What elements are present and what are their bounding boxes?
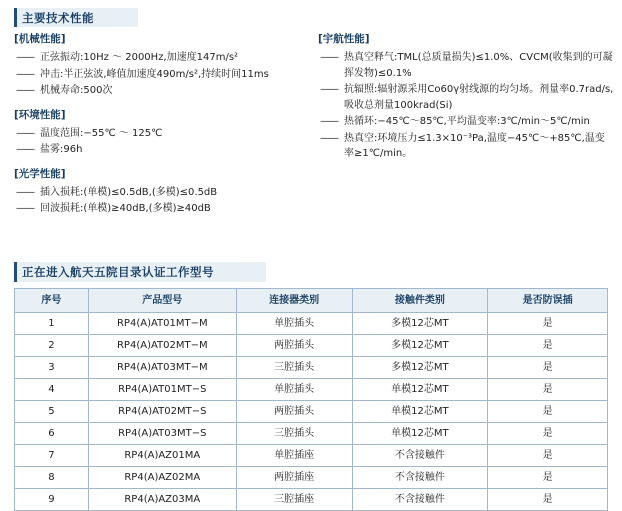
- list-item-text: 机械寿命:500次: [40, 85, 113, 96]
- list-item-text: 热真空:环境压力≤1.3×10⁻³Pa,温度−45℃～+85℃,温变率≥1℃/min。: [344, 132, 605, 159]
- table-cell: 单腔插头: [236, 379, 352, 401]
- group-mechanical-heading: [机械性能]: [14, 33, 66, 45]
- model-table: [14, 288, 608, 511]
- table-cell: 是: [488, 423, 608, 445]
- group-mechanical: [14, 32, 314, 99]
- dash-marker: ——: [16, 144, 34, 155]
- table-cell: 两腔插座: [236, 467, 352, 489]
- table-cell: 是: [488, 313, 608, 335]
- table-cell: 三腔插头: [236, 357, 352, 379]
- table-cell: 2: [15, 335, 89, 357]
- list-item: [14, 201, 314, 217]
- table-cell: 3: [15, 357, 89, 379]
- dash-marker: ——: [16, 52, 34, 63]
- table-cell: 三腔插座: [236, 489, 352, 511]
- table-cell: 1: [15, 313, 89, 335]
- table-row: [15, 423, 608, 445]
- section-title-technical-performance: [14, 8, 138, 27]
- table-row: [15, 401, 608, 423]
- list-item-text: 插入损耗:(单模)≤0.5dB,(多模)≤0.5dB: [40, 186, 218, 198]
- list-item: [14, 126, 314, 142]
- table-cell: RP4(A)AZ03MA: [88, 489, 236, 511]
- table-header-row: [15, 289, 608, 313]
- group-environmental: [14, 108, 314, 158]
- table-cell: 是: [488, 467, 608, 489]
- right-column: [318, 32, 614, 171]
- table-row: [15, 357, 608, 379]
- table-cell: 不含接触件: [352, 489, 488, 511]
- list-item: [318, 82, 614, 113]
- list-item: [14, 185, 314, 201]
- dash-marker: ——: [320, 132, 338, 144]
- dash-marker: ——: [16, 85, 34, 96]
- table-cell: 单模12芯MT: [352, 423, 488, 445]
- list-item: [318, 131, 614, 162]
- dash-marker: ——: [16, 203, 34, 214]
- group-aerospace-heading: [宇航性能]: [318, 33, 370, 45]
- table-cell: 多模12芯MT: [352, 357, 488, 379]
- table-cell: RP4(A)AT01MT−S: [88, 379, 236, 401]
- table-cell: 是: [488, 401, 608, 423]
- group-optical-list: [14, 185, 314, 217]
- table-cell: RP4(A)AT03MT−M: [88, 357, 236, 379]
- table-cell: 两腔插头: [236, 335, 352, 357]
- table-cell: 是: [488, 489, 608, 511]
- table-cell: 4: [15, 379, 89, 401]
- table-col-header: 接触件类别: [352, 289, 488, 313]
- table-cell: RP4(A)AT02MT−M: [88, 335, 236, 357]
- section-title-certification: [14, 262, 266, 282]
- table-cell: RP4(A)AZ02MA: [88, 467, 236, 489]
- table-cell: 单模12芯MT: [352, 401, 488, 423]
- table-col-header: 产品型号: [88, 289, 236, 313]
- list-item: [318, 50, 614, 81]
- table-cell: RP4(A)AT01MT−M: [88, 313, 236, 335]
- table-row: [15, 313, 608, 335]
- table-cell: 单模12芯MT: [352, 379, 488, 401]
- group-aerospace: [318, 32, 614, 162]
- table-cell: 是: [488, 357, 608, 379]
- table-cell: 7: [15, 445, 89, 467]
- section-title-text: 主要技术性能: [22, 10, 94, 25]
- list-item-text: 回波损耗:(单模)≥40dB,(多模)≥40dB: [40, 203, 211, 214]
- table-cell: RP4(A)AT03MT−S: [88, 423, 236, 445]
- list-item-text: 冲击:半正弦波,峰值加速度490m/s²,持续时间11ms: [40, 68, 269, 80]
- table-cell: 8: [15, 467, 89, 489]
- table-cell: 单腔插座: [236, 445, 352, 467]
- section-title-text-2: 正在进入航天五院目录认证工作型号: [22, 265, 214, 279]
- table-cell: 是: [488, 335, 608, 357]
- left-column: [14, 32, 314, 226]
- table-cell: 不含接触件: [352, 445, 488, 467]
- list-item-text: 盐雾:96h: [40, 144, 83, 155]
- table-col-header: 序号: [15, 289, 89, 313]
- list-item-text: 热真空释气:TML(总质量损失)≤1.0%、CVCM(收集到的可凝挥发物)≤0.1%: [344, 52, 613, 79]
- dash-marker: ——: [16, 186, 34, 198]
- table-row: [15, 489, 608, 511]
- table-row: [15, 445, 608, 467]
- group-optical-heading: [光学性能]: [14, 167, 66, 180]
- group-mechanical-list: [14, 50, 314, 99]
- dash-marker: ——: [16, 127, 34, 139]
- list-item: [318, 114, 614, 130]
- list-item: [14, 142, 314, 158]
- table-row: [15, 379, 608, 401]
- list-item: [14, 67, 314, 83]
- list-item: [14, 50, 314, 66]
- list-item-text: 正弦振动:10Hz ～ 2000Hz,加速度147m/s²: [40, 52, 239, 63]
- table-row: [15, 467, 608, 489]
- dash-marker: ——: [320, 84, 338, 95]
- list-item-text: 抗辐照:辐射源采用Co60γ射线源的均匀场。剂量率0.7rad/s,吸收总剂量100krad(Si): [344, 84, 614, 111]
- list-item-text: 热循环:−45℃～85℃,平均温变率:3℃/min～5℃/min: [344, 116, 590, 127]
- table-cell: 多模12芯MT: [352, 335, 488, 357]
- table-cell: 5: [15, 401, 89, 423]
- group-environmental-list: [14, 126, 314, 158]
- dash-marker: ——: [320, 116, 338, 127]
- table-col-header: 连接器类别: [236, 289, 352, 313]
- table-cell: 不含接触件: [352, 467, 488, 489]
- table-col-header: 是否防误插: [488, 289, 608, 313]
- table-cell: 是: [488, 445, 608, 467]
- dash-marker: ——: [320, 52, 338, 63]
- table-cell: 两腔插头: [236, 401, 352, 423]
- dash-marker: ——: [16, 68, 34, 80]
- table-cell: 三腔插头: [236, 423, 352, 445]
- list-item-text: 温度范围:−55℃ ～ 125℃: [40, 127, 163, 139]
- table-cell: 9: [15, 489, 89, 511]
- table-row: [15, 335, 608, 357]
- table-cell: 是: [488, 379, 608, 401]
- table-cell: 单腔插头: [236, 313, 352, 335]
- table-cell: RP4(A)AZ01MA: [88, 445, 236, 467]
- group-environmental-heading: [环境性能]: [14, 108, 66, 121]
- group-aerospace-list: [318, 50, 614, 162]
- table-cell: RP4(A)AT02MT−S: [88, 401, 236, 423]
- group-optical: [14, 167, 314, 217]
- table-cell: 6: [15, 423, 89, 445]
- list-item: [14, 83, 314, 99]
- table-cell: 多模12芯MT: [352, 313, 488, 335]
